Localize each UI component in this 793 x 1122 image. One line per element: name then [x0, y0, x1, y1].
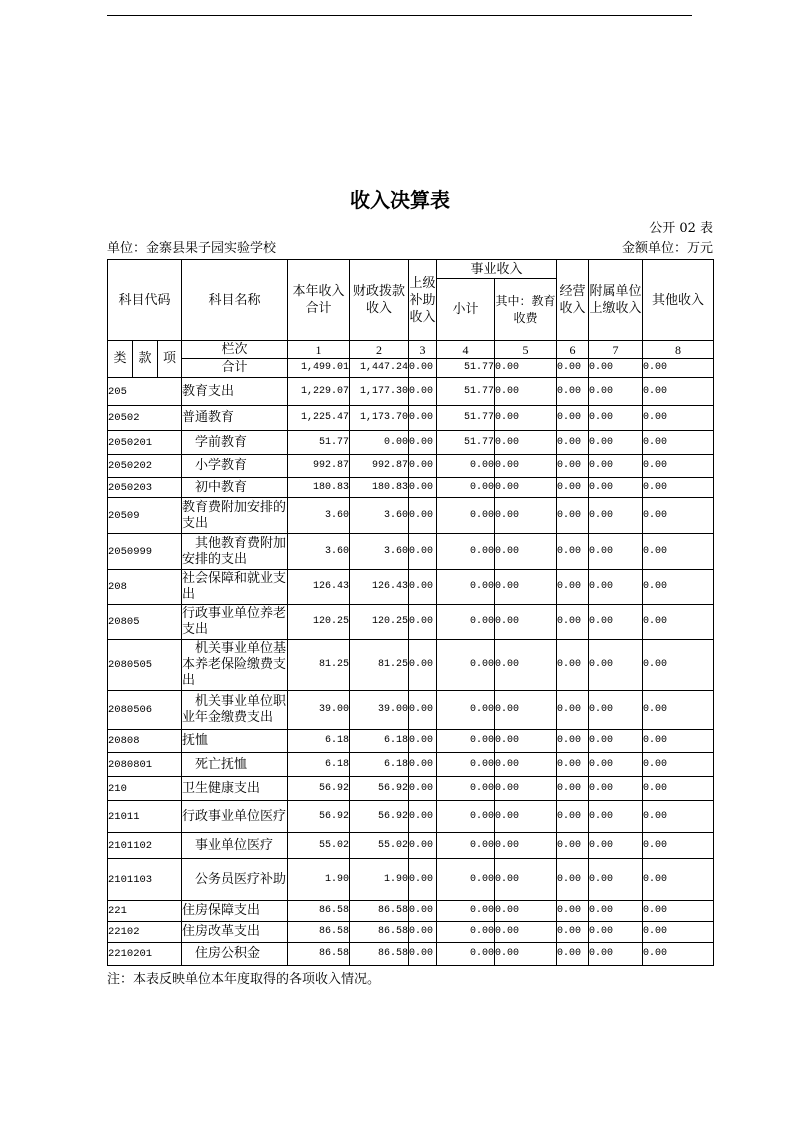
th-subject-name: 科目名称 [182, 260, 288, 341]
other-income-value: 0.00 [643, 378, 714, 406]
page-title: 收入决算表 [350, 188, 450, 212]
affiliated-remittance-value: 0.00 [589, 777, 643, 801]
total-income-value: 1,499.01 [288, 359, 350, 378]
affiliated-remittance-value: 0.00 [589, 943, 643, 966]
business-subtotal-value: 0.00 [437, 478, 495, 498]
business-subtotal-value: 0.00 [437, 605, 495, 640]
total-income-value: 3.60 [288, 498, 350, 534]
subject-code: 2080506 [108, 691, 182, 730]
fiscal-appropriation-value: 6.18 [350, 753, 409, 777]
business-subtotal-value: 0.00 [437, 455, 495, 478]
subject-name: 初中教育 [195, 479, 248, 495]
business-subtotal-value: 0.00 [437, 570, 495, 605]
th-operating-income-label: 经营收入 [559, 284, 586, 316]
total-income-value: 6.18 [288, 753, 350, 777]
education-fees-value: 0.00 [495, 406, 557, 431]
subject-name-cell [182, 901, 288, 922]
th-superior-subsidy [409, 260, 437, 341]
table-row [108, 859, 714, 901]
operating-income-value: 0.00 [557, 478, 589, 498]
table-row [108, 640, 714, 691]
education-fees-value: 0.00 [495, 534, 557, 570]
subject-name: 社会保障和就业支出 [182, 571, 287, 602]
table-row [108, 406, 714, 431]
affiliated-remittance-value: 0.00 [589, 730, 643, 753]
subject-name-cell [182, 859, 288, 901]
other-income-value: 0.00 [643, 498, 714, 534]
superior-subsidy-value: 0.00 [409, 406, 437, 431]
header-rule [107, 15, 692, 16]
table-row [108, 777, 714, 801]
table-row [108, 455, 714, 478]
header-row [108, 260, 714, 279]
column-index-7: 7 [589, 341, 643, 359]
total-income-value: 86.58 [288, 943, 350, 966]
other-income-value: 0.00 [643, 359, 714, 378]
subject-name: 抚恤 [182, 733, 209, 748]
subject-name: 教育费附加安排的支出 [182, 499, 287, 531]
column-index-8: 8 [643, 341, 714, 359]
total-income-value: 39.00 [288, 691, 350, 730]
table-row [108, 431, 714, 455]
subject-name-cell [182, 753, 288, 777]
affiliated-remittance-value: 0.00 [589, 498, 643, 534]
subject-name-cell [182, 691, 288, 730]
superior-subsidy-value: 0.00 [409, 605, 437, 640]
affiliated-remittance-value: 0.00 [589, 455, 643, 478]
subject-code: 20808 [108, 730, 182, 753]
column-index-3: 3 [409, 341, 437, 359]
subject-name: 卫生健康支出 [182, 780, 261, 796]
subject-name-cell [182, 478, 288, 498]
subject-code: 2050201 [108, 431, 182, 455]
business-subtotal-value: 0.00 [437, 730, 495, 753]
fiscal-appropriation-value: 55.02 [350, 833, 409, 859]
education-fees-value: 0.00 [495, 378, 557, 406]
subject-name: 机关事业单位职业年金缴费支出 [182, 694, 287, 725]
subject-code: 2050999 [108, 534, 182, 570]
subject-name: 事业单位医疗 [195, 837, 274, 853]
education-fees-value: 0.00 [495, 777, 557, 801]
table-row [108, 730, 714, 753]
superior-subsidy-value: 0.00 [409, 498, 437, 534]
other-income-value: 0.00 [643, 640, 714, 691]
affiliated-remittance-value: 0.00 [589, 640, 643, 691]
fiscal-appropriation-value: 81.25 [350, 640, 409, 691]
operating-income-value: 0.00 [557, 605, 589, 640]
fiscal-appropriation-value: 39.00 [350, 691, 409, 730]
column-index-label: 栏次 [182, 341, 288, 359]
affiliated-remittance-value: 0.00 [589, 691, 643, 730]
subject-code: 2101102 [108, 833, 182, 859]
table-row [108, 570, 714, 605]
subject-name-cell [182, 406, 288, 431]
superior-subsidy-value: 0.00 [409, 901, 437, 922]
operating-income-value: 0.00 [557, 534, 589, 570]
education-fees-value: 0.00 [495, 431, 557, 455]
operating-income-value: 0.00 [557, 378, 589, 406]
total-income-value: 120.25 [288, 605, 350, 640]
fiscal-appropriation-value: 86.58 [350, 901, 409, 922]
subject-name-cell [182, 922, 288, 943]
operating-income-value: 0.00 [557, 801, 589, 833]
subject-code: 2080505 [108, 640, 182, 691]
th-affiliated-remittance [589, 260, 643, 341]
table-row [108, 922, 714, 943]
th-fiscal-appropriation [350, 260, 409, 341]
total-income-value: 56.92 [288, 801, 350, 833]
fiscal-appropriation-value: 992.87 [350, 455, 409, 478]
total-income-value: 6.18 [288, 730, 350, 753]
affiliated-remittance-value: 0.00 [589, 859, 643, 901]
other-income-value: 0.00 [643, 901, 714, 922]
subject-name-cell [182, 455, 288, 478]
superior-subsidy-value: 0.00 [409, 378, 437, 406]
fiscal-appropriation-value: 3.60 [350, 498, 409, 534]
other-income-value: 0.00 [643, 833, 714, 859]
business-subtotal-value: 0.00 [437, 640, 495, 691]
affiliated-remittance-value: 0.00 [589, 431, 643, 455]
column-index-2: 2 [350, 341, 409, 359]
subject-code: 20805 [108, 605, 182, 640]
total-income-value: 55.02 [288, 833, 350, 859]
other-income-value: 0.00 [643, 730, 714, 753]
total-income-value: 180.83 [288, 478, 350, 498]
table-row [108, 943, 714, 966]
subject-name: 小学教育 [195, 458, 248, 473]
table-row [108, 801, 714, 833]
fiscal-appropriation-value: 1,447.24 [350, 359, 409, 378]
table-row [108, 901, 714, 922]
operating-income-value: 0.00 [557, 943, 589, 966]
education-fees-value: 0.00 [495, 691, 557, 730]
subject-code: 2050202 [108, 455, 182, 478]
subject-code: 20509 [108, 498, 182, 534]
superior-subsidy-value: 0.00 [409, 833, 437, 859]
subject-name-cell [182, 534, 288, 570]
table-row [108, 833, 714, 859]
th-operating-income [557, 260, 589, 341]
other-income-value: 0.00 [643, 943, 714, 966]
th-total-income-label: 本年收入合计 [292, 284, 345, 316]
unit-name: 单位：金寨县果子园实验学校 [107, 241, 277, 256]
subject-name-cell [182, 570, 288, 605]
fiscal-appropriation-value: 180.83 [350, 478, 409, 498]
fiscal-appropriation-value: 0.00 [350, 431, 409, 455]
th-fiscal-appropriation-label: 财政拨款收入 [353, 284, 406, 316]
subject-code: 208 [108, 570, 182, 605]
table-note: 注：本表反映单位本年度取得的各项收入情况。 [107, 972, 381, 987]
table-row [108, 478, 714, 498]
affiliated-remittance-value: 0.00 [589, 833, 643, 859]
operating-income-value: 0.00 [557, 730, 589, 753]
business-subtotal-value: 51.77 [437, 378, 495, 406]
subject-name-cell [182, 943, 288, 966]
other-income-value: 0.00 [643, 777, 714, 801]
superior-subsidy-value: 0.00 [409, 777, 437, 801]
operating-income-value: 0.00 [557, 753, 589, 777]
education-fees-value: 0.00 [495, 901, 557, 922]
subject-name: 住房公积金 [195, 946, 261, 961]
fiscal-appropriation-value: 56.92 [350, 777, 409, 801]
education-fees-value: 0.00 [495, 570, 557, 605]
affiliated-remittance-value: 0.00 [589, 534, 643, 570]
subject-code: 21011 [108, 801, 182, 833]
subject-code: 22102 [108, 922, 182, 943]
subject-code: 2080801 [108, 753, 182, 777]
subject-code: 210 [108, 777, 182, 801]
operating-income-value: 0.00 [557, 833, 589, 859]
superior-subsidy-value: 0.00 [409, 691, 437, 730]
column-index-row [108, 341, 714, 359]
column-index-1: 1 [288, 341, 350, 359]
total-income-value: 3.60 [288, 534, 350, 570]
affiliated-remittance-value: 0.00 [589, 801, 643, 833]
operating-income-value: 0.00 [557, 859, 589, 901]
operating-income-value: 0.00 [557, 359, 589, 378]
operating-income-value: 0.00 [557, 498, 589, 534]
amount-unit: 金额单位：万元 [621, 241, 713, 256]
fiscal-appropriation-value: 1,177.30 [350, 378, 409, 406]
education-fees-value: 0.00 [495, 801, 557, 833]
superior-subsidy-value: 0.00 [409, 455, 437, 478]
total-income-value: 81.25 [288, 640, 350, 691]
other-income-value: 0.00 [643, 859, 714, 901]
subject-name-cell [182, 431, 288, 455]
th-other-income: 其他收入 [643, 260, 714, 341]
th-affiliated-remittance-label: 附属单位上缴收入 [589, 284, 642, 316]
total-income-value: 992.87 [288, 455, 350, 478]
income-table [107, 259, 714, 966]
business-subtotal-value: 0.00 [437, 922, 495, 943]
subject-name: 死亡抚恤 [195, 756, 248, 772]
subject-name-cell [182, 378, 288, 406]
other-income-value: 0.00 [643, 570, 714, 605]
superior-subsidy-value: 0.00 [409, 943, 437, 966]
subject-name-cell [182, 801, 288, 833]
table-row [108, 378, 714, 406]
education-fees-value: 0.00 [495, 859, 557, 901]
business-subtotal-value: 0.00 [437, 753, 495, 777]
other-income-value: 0.00 [643, 431, 714, 455]
table-row [108, 753, 714, 777]
other-income-value: 0.00 [643, 455, 714, 478]
subject-name-cell [182, 777, 288, 801]
subject-code: 221 [108, 901, 182, 922]
superior-subsidy-value: 0.00 [409, 534, 437, 570]
subject-name: 公务员医疗补助 [195, 871, 287, 887]
superior-subsidy-value: 0.00 [409, 922, 437, 943]
operating-income-value: 0.00 [557, 640, 589, 691]
subject-name: 住房保障支出 [182, 903, 261, 918]
fiscal-appropriation-value: 86.58 [350, 943, 409, 966]
affiliated-remittance-value: 0.00 [589, 406, 643, 431]
th-subject-code: 科目代码 [108, 260, 182, 341]
table-row [108, 534, 714, 570]
other-income-value: 0.00 [643, 801, 714, 833]
operating-income-value: 0.00 [557, 901, 589, 922]
th-business-subtotal: 小计 [437, 279, 495, 341]
business-subtotal-value: 51.77 [437, 406, 495, 431]
code-part-section: 款 [133, 341, 158, 378]
subject-name: 行政事业单位医疗 [182, 808, 287, 824]
th-business-income: 事业收入 [437, 260, 557, 279]
subject-name: 住房改革支出 [182, 924, 261, 939]
education-fees-value: 0.00 [495, 455, 557, 478]
business-subtotal-value: 0.00 [437, 833, 495, 859]
subject-name-cell [182, 498, 288, 534]
affiliated-remittance-value: 0.00 [589, 359, 643, 378]
subject-code: 2050203 [108, 478, 182, 498]
business-subtotal-value: 0.00 [437, 859, 495, 901]
th-superior-subsidy-label: 上级补助收入 [409, 275, 436, 325]
affiliated-remittance-value: 0.00 [589, 605, 643, 640]
form-number: 公开 02 表 [649, 221, 713, 236]
subject-code: 2210201 [108, 943, 182, 966]
operating-income-value: 0.00 [557, 777, 589, 801]
table-row [108, 605, 714, 640]
fiscal-appropriation-value: 120.25 [350, 605, 409, 640]
operating-income-value: 0.00 [557, 455, 589, 478]
total-income-value: 1,225.47 [288, 406, 350, 431]
business-subtotal-value: 0.00 [437, 901, 495, 922]
superior-subsidy-value: 0.00 [409, 801, 437, 833]
total-income-value: 1.90 [288, 859, 350, 901]
subject-code: 20502 [108, 406, 182, 431]
subject-name-cell [182, 605, 288, 640]
total-label: 合计 [182, 359, 288, 378]
business-subtotal-value: 51.77 [437, 431, 495, 455]
education-fees-value: 0.00 [495, 359, 557, 378]
total-income-value: 86.58 [288, 901, 350, 922]
affiliated-remittance-value: 0.00 [589, 901, 643, 922]
superior-subsidy-value: 0.00 [409, 359, 437, 378]
business-subtotal-value: 0.00 [437, 691, 495, 730]
business-subtotal-value: 0.00 [437, 943, 495, 966]
other-income-value: 0.00 [643, 691, 714, 730]
code-part-item: 项 [158, 341, 182, 378]
operating-income-value: 0.00 [557, 922, 589, 943]
fiscal-appropriation-value: 56.92 [350, 801, 409, 833]
other-income-value: 0.00 [643, 534, 714, 570]
affiliated-remittance-value: 0.00 [589, 753, 643, 777]
education-fees-value: 0.00 [495, 753, 557, 777]
business-subtotal-value: 51.77 [437, 359, 495, 378]
total-income-value: 56.92 [288, 777, 350, 801]
total-income-value: 51.77 [288, 431, 350, 455]
column-index-5: 5 [495, 341, 557, 359]
subject-name-cell [182, 730, 288, 753]
affiliated-remittance-value: 0.00 [589, 922, 643, 943]
subject-name: 教育支出 [182, 383, 235, 399]
superior-subsidy-value: 0.00 [409, 859, 437, 901]
other-income-value: 0.00 [643, 605, 714, 640]
affiliated-remittance-value: 0.00 [589, 378, 643, 406]
superior-subsidy-value: 0.00 [409, 478, 437, 498]
business-subtotal-value: 0.00 [437, 498, 495, 534]
subject-code: 205 [108, 378, 182, 406]
other-income-value: 0.00 [643, 406, 714, 431]
column-index-6: 6 [557, 341, 589, 359]
subject-name: 机关事业单位基本养老保险缴费支出 [182, 641, 287, 688]
operating-income-value: 0.00 [557, 406, 589, 431]
business-subtotal-value: 0.00 [437, 777, 495, 801]
column-index-4: 4 [437, 341, 495, 359]
superior-subsidy-value: 0.00 [409, 640, 437, 691]
education-fees-value: 0.00 [495, 833, 557, 859]
code-part-category: 类 [108, 341, 133, 378]
affiliated-remittance-value: 0.00 [589, 478, 643, 498]
operating-income-value: 0.00 [557, 431, 589, 455]
education-fees-value: 0.00 [495, 922, 557, 943]
subject-name: 其他教育费附加安排的支出 [182, 535, 287, 567]
subject-name-cell [182, 640, 288, 691]
subject-name-cell [182, 833, 288, 859]
superior-subsidy-value: 0.00 [409, 431, 437, 455]
subject-name: 普通教育 [182, 410, 235, 425]
fiscal-appropriation-value: 1.90 [350, 859, 409, 901]
total-income-value: 126.43 [288, 570, 350, 605]
fiscal-appropriation-value: 6.18 [350, 730, 409, 753]
education-fees-value: 0.00 [495, 943, 557, 966]
other-income-value: 0.00 [643, 753, 714, 777]
other-income-value: 0.00 [643, 478, 714, 498]
superior-subsidy-value: 0.00 [409, 753, 437, 777]
th-total-income [288, 260, 350, 341]
affiliated-remittance-value: 0.00 [589, 570, 643, 605]
education-fees-value: 0.00 [495, 498, 557, 534]
subject-code: 2101103 [108, 859, 182, 901]
subject-name: 行政事业单位养老支出 [182, 606, 287, 637]
superior-subsidy-value: 0.00 [409, 570, 437, 605]
total-income-value: 86.58 [288, 922, 350, 943]
total-row [108, 359, 714, 378]
operating-income-value: 0.00 [557, 691, 589, 730]
operating-income-value: 0.00 [557, 570, 589, 605]
education-fees-value: 0.00 [495, 640, 557, 691]
subject-name: 学前教育 [195, 434, 248, 450]
education-fees-value: 0.00 [495, 605, 557, 640]
th-education-fees [495, 279, 557, 341]
education-fees-value: 0.00 [495, 730, 557, 753]
table-row [108, 691, 714, 730]
th-education-fees-label: 其中：教育收费 [495, 293, 556, 325]
table-row [108, 498, 714, 534]
fiscal-appropriation-value: 126.43 [350, 570, 409, 605]
education-fees-value: 0.00 [495, 478, 557, 498]
fiscal-appropriation-value: 3.60 [350, 534, 409, 570]
business-subtotal-value: 0.00 [437, 801, 495, 833]
business-subtotal-value: 0.00 [437, 534, 495, 570]
fiscal-appropriation-value: 1,173.70 [350, 406, 409, 431]
superior-subsidy-value: 0.00 [409, 730, 437, 753]
other-income-value: 0.00 [643, 922, 714, 943]
total-income-value: 1,229.07 [288, 378, 350, 406]
fiscal-appropriation-value: 86.58 [350, 922, 409, 943]
